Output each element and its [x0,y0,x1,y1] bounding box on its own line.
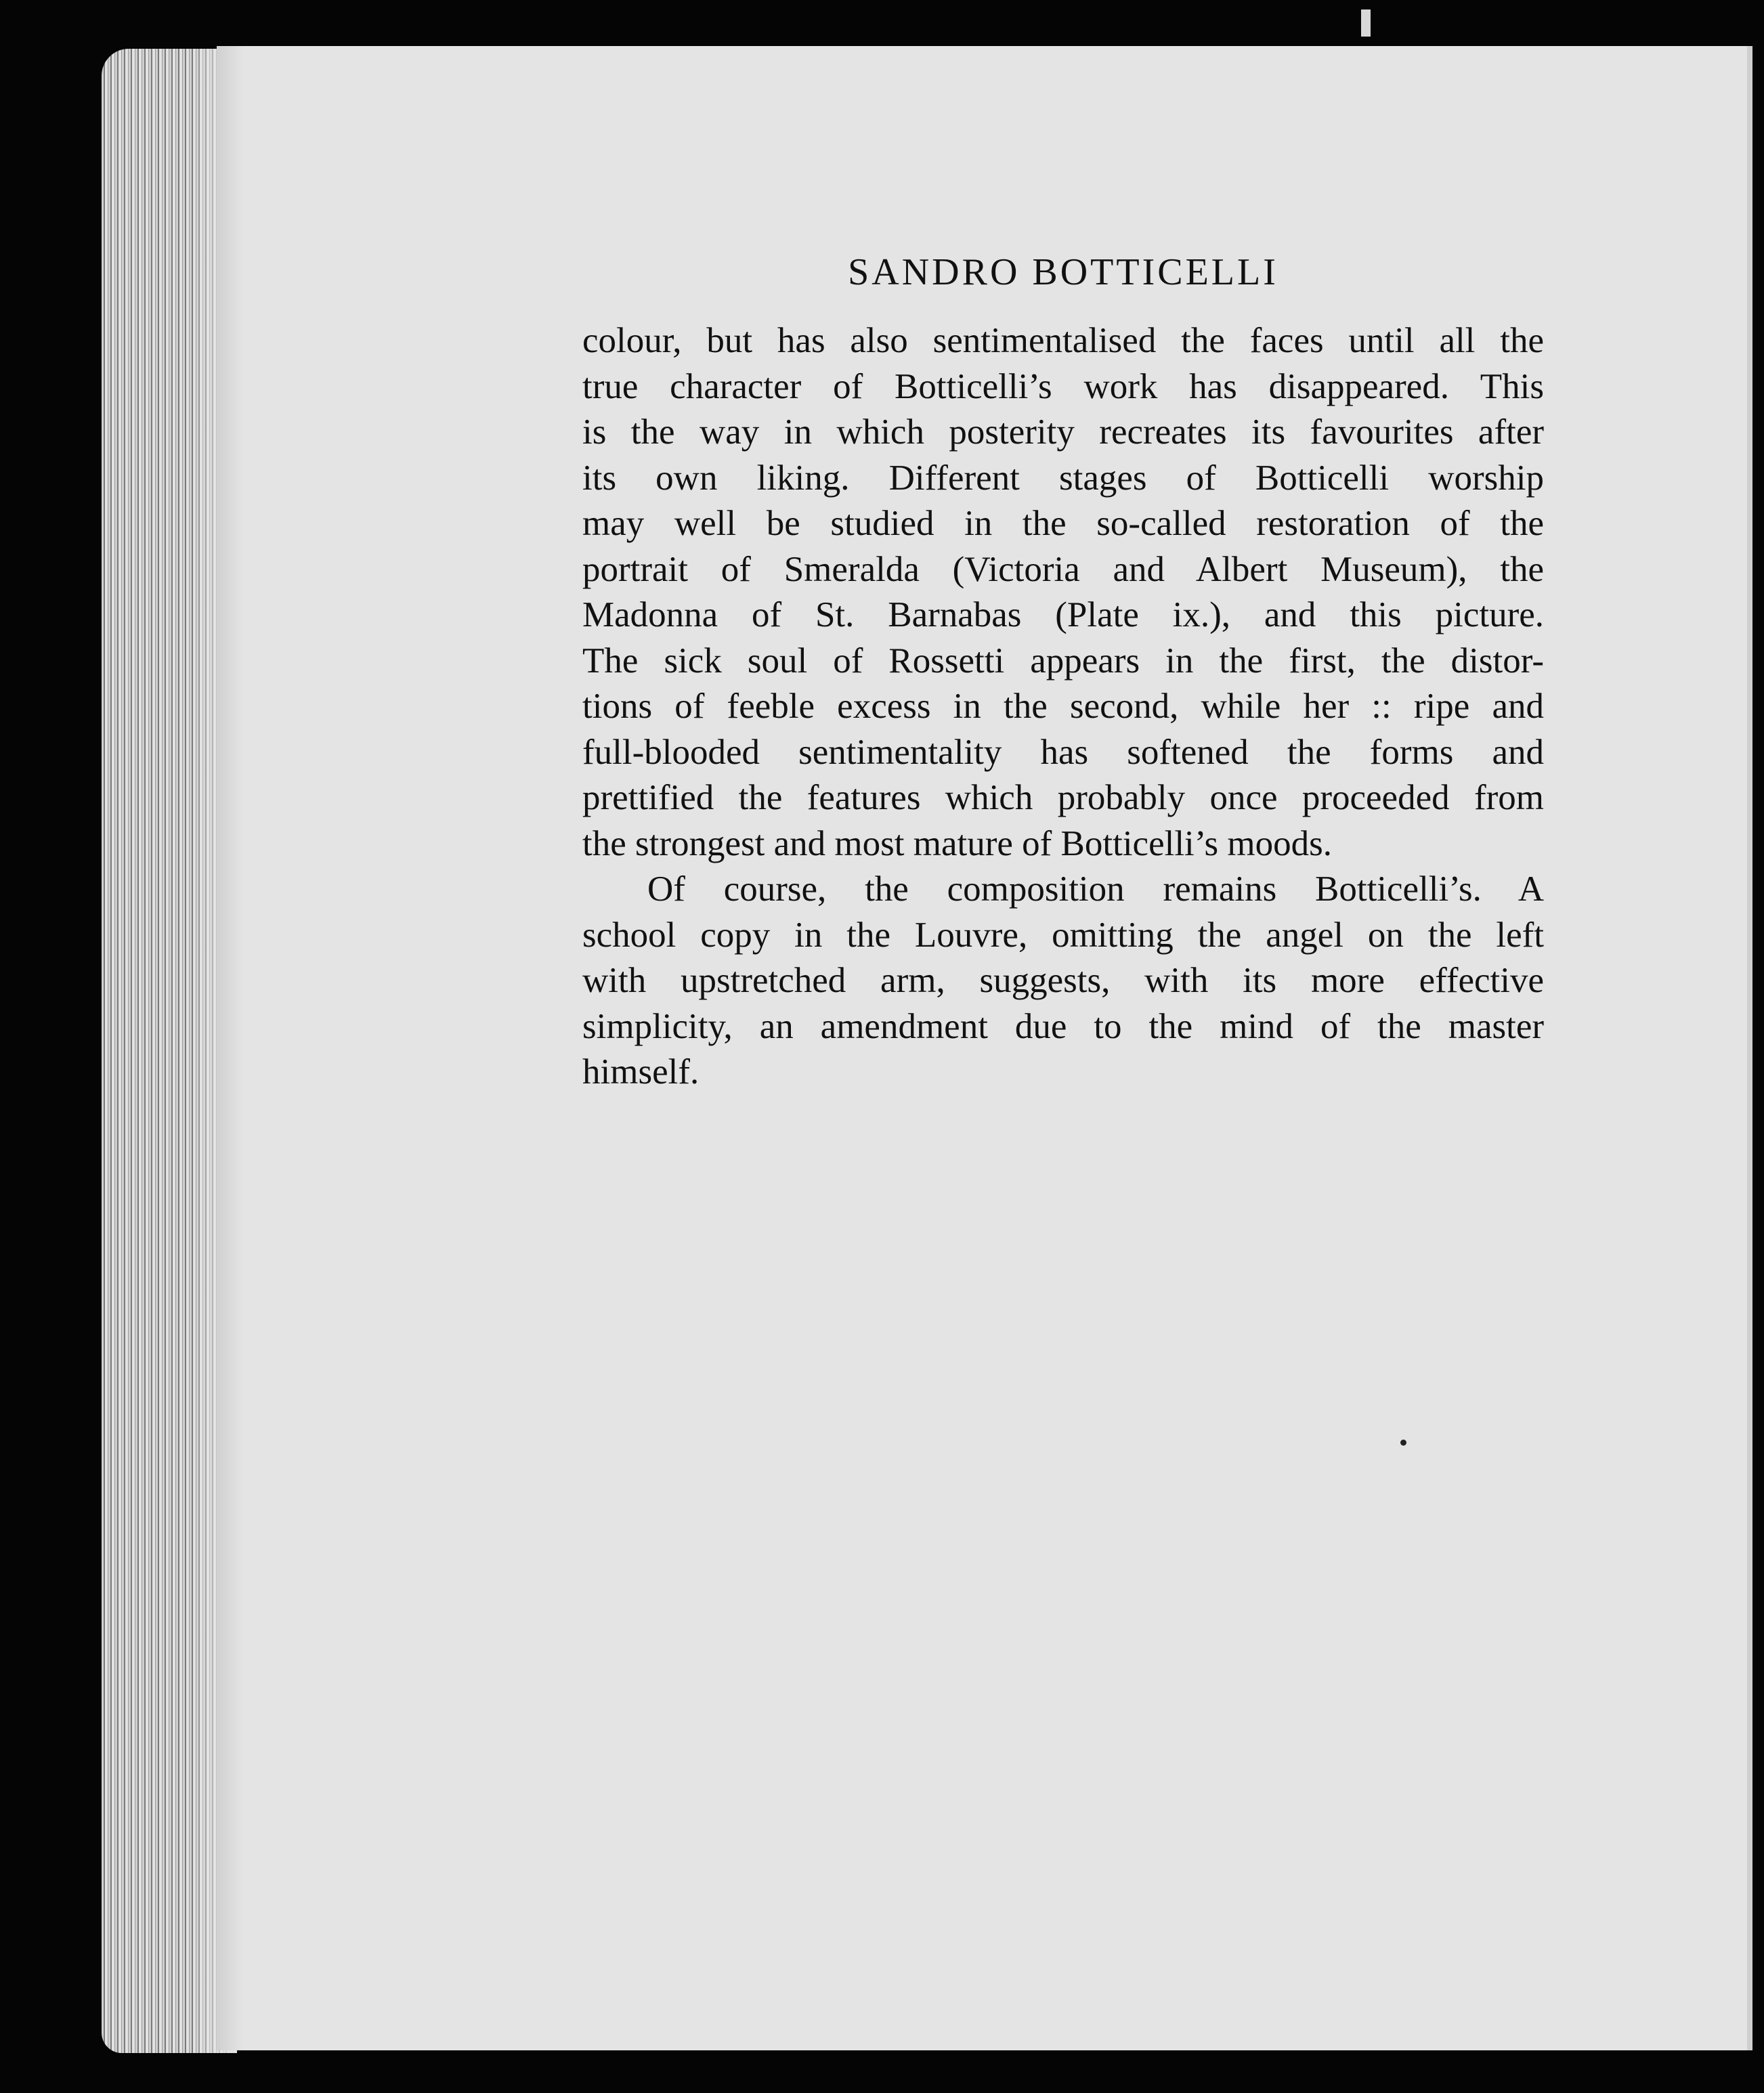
text-line: simplicity, an amendment due to the mind of the master [582,1006,1544,1046]
text-line: prettified the features which probably once proceeded from [582,778,1544,817]
text-line: The sick soul of Rossetti appears in the first, the distor- [582,641,1544,681]
text-line: full-blooded sentimentality has softened the forms and [582,732,1544,772]
text-line: the strongest and most mature of Botticelli’s moods. [582,823,1332,863]
text-line: is the way in which posterity recreates its favourites after [582,412,1544,452]
text-line: its own liking. Different stages of Botticelli worship [582,458,1544,498]
running-head: SANDRO BOTTICELLI [848,251,1278,293]
text-line: true character of Botticelli’s work has disappeared. This [582,366,1544,406]
body-text [582,318,1544,1096]
paragraph-1 [582,318,1544,867]
text-line: with upstretched arm, suggests, with its more effective [582,961,1544,1000]
paragraph-2 [582,867,1544,1096]
text-line: colour, but has also sentimentalised the faces until all the [582,321,1544,360]
text-line: portrait of Smeralda (Victoria and Albert Museum), the [582,549,1544,589]
scan-speck [1361,9,1371,37]
text-line: Of course, the composition remains Botticelli’s. A [647,869,1544,909]
text-line: may well be studied in the so-called restoration of the [582,504,1544,543]
text-line: himself. [582,1052,700,1092]
text-line: school copy in the Louvre, omitting the angel on the left [582,915,1544,955]
text-line: Madonna of St. Barnabas (Plate ix.), and this picture. [582,595,1544,634]
text-line: tions of feeble excess in the second, while her :: ripe and [582,687,1544,726]
ink-speck [1400,1440,1406,1446]
